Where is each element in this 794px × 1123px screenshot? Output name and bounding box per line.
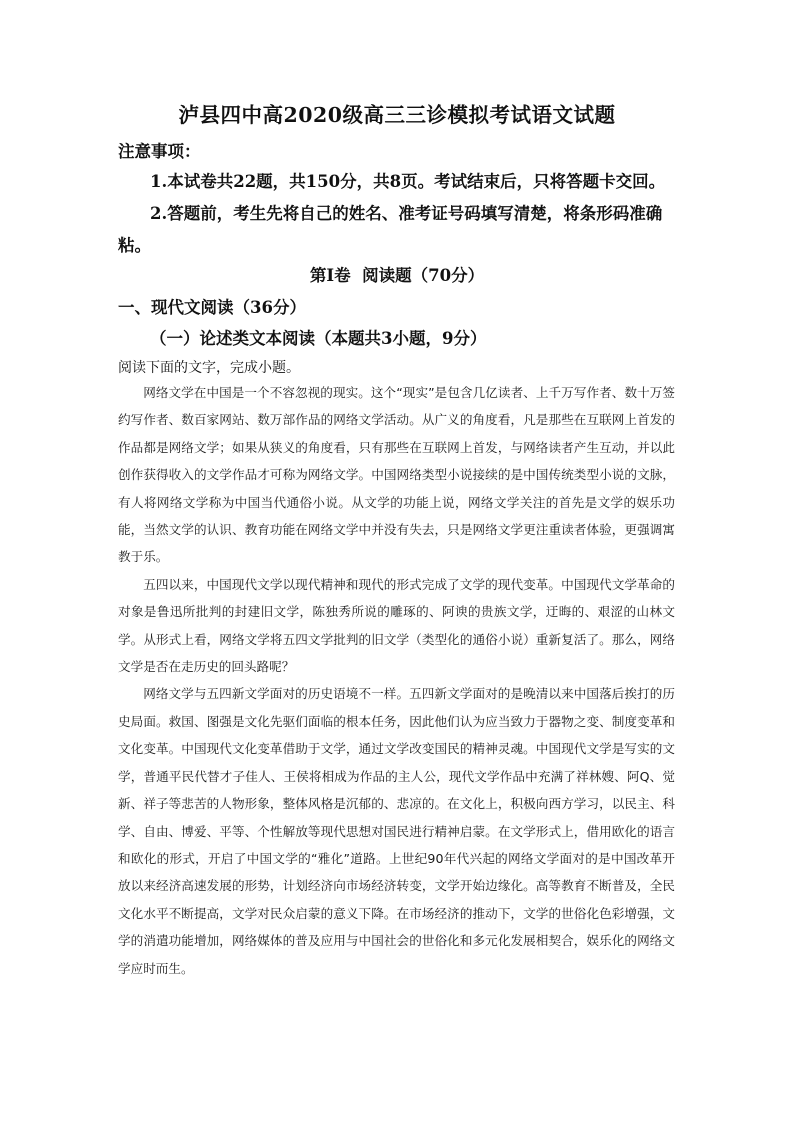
notice-item-2-text: 2.答题前，考生先将自己的姓名、准考证号码填写清楚，将条形码准确粘。 bbox=[118, 204, 663, 255]
notice-heading: 注意事项： bbox=[118, 142, 201, 161]
notice-item-2 bbox=[118, 198, 678, 262]
section-heading: 一、现代文阅读（36分） bbox=[118, 298, 306, 317]
passage-paragraph-3: 网络文学与五四新文学面对的历史语境不一样。五四新文学面对的是晚清以来中国落后挨打的历史局面。救国、图强是文化先驱们面临的根本任务，因此他们认为应当致力于器物之变、制度变革和文化变革。中国现代文化变革借助于文学，通过文学改变国民的精神灵魂。中国现代文学是写实的文学，普通平民代替才子佳人、王侯将相成为作品的主人公，现代文学作品中充满了祥林嫂、阿Q、觉新、祥子等悲苦的人物形象，整体风格是沉郁的、悲凉的。在文化上，积极向西方学习，以民主、科学、自由、博爱、平等、个性解放等现代思想对国民进行精神启蒙。在文学形式上，借用欧化的语言和欧化的形式，开启了中国文学的“雅化”道路。上世纪90年代兴起的网络文学面对的是中国改革开放以来经济高速发展的形势，计划经济向市场经济转变，文学开始边缘化。高等教育不断普及，全民文化水平不断提高，文学对民众启蒙的意义下降。在市场经济的推动下，文学的世俗化色彩增强，文学的消遣功能增加，网络媒体的普及应用与中国社会的世俗化和多元化发展相契合，娱乐化的网络文学应时而生。 bbox=[118, 686, 675, 976]
exam-title: 泸县四中高2020级高三三诊模拟考试语文试题 bbox=[178, 103, 616, 127]
part-heading: 第I卷 阅读题（70分） bbox=[309, 266, 485, 285]
passage-body bbox=[118, 379, 675, 982]
passage-paragraph-1: 网络文学在中国是一个不容忽视的现实。这个“现实”是包含几亿读者、上千万写作者、数十万签约写作者、数百家网站、数万部作品的网络文学活动。从广义的角度看，凡是那些在互联网上首发的作品都是网络文学；如果从狭义的角度看，只有那些在互联网上首发，与网络读者产生互动，并以此创作获得收入的文学作品才可称为网络文学。中国网络类型小说接续的是中国传统类型小说的文脉，有人将网络文学称为中国当代通俗小说。从文学的功能上说，网络文学关注的首先是文学的娱乐功能，当然文学的认识、教育功能在网络文学中并没有失去，只是网络文学更注重读者体验，更强调寓教于乐。 bbox=[118, 385, 675, 565]
passage-paragraph-2: 五四以来，中国现代文学以现代精神和现代的形式完成了文学的现代变革。中国现代文学革命的对象是鲁迅所批判的封建旧文学，陈独秀所说的雕琢的、阿谀的贵族文学，迂晦的、艰涩的山林文学。从形式上看，网络文学将五四文学批判的旧文学（类型化的通俗小说）重新复活了。那么，网络文学是否在走历史的回头路呢？ bbox=[118, 576, 675, 675]
subsection-heading: （一）论述类文本阅读（本题共3小题，9分） bbox=[150, 329, 487, 348]
reading-instruction: 阅读下面的文字，完成小题。 bbox=[118, 360, 300, 376]
notice-item-1-text: 1.本试卷共22题，共150分，共8页。考试结束后，只将答题卡交回。 bbox=[150, 172, 666, 191]
notice-item-1 bbox=[118, 166, 678, 198]
